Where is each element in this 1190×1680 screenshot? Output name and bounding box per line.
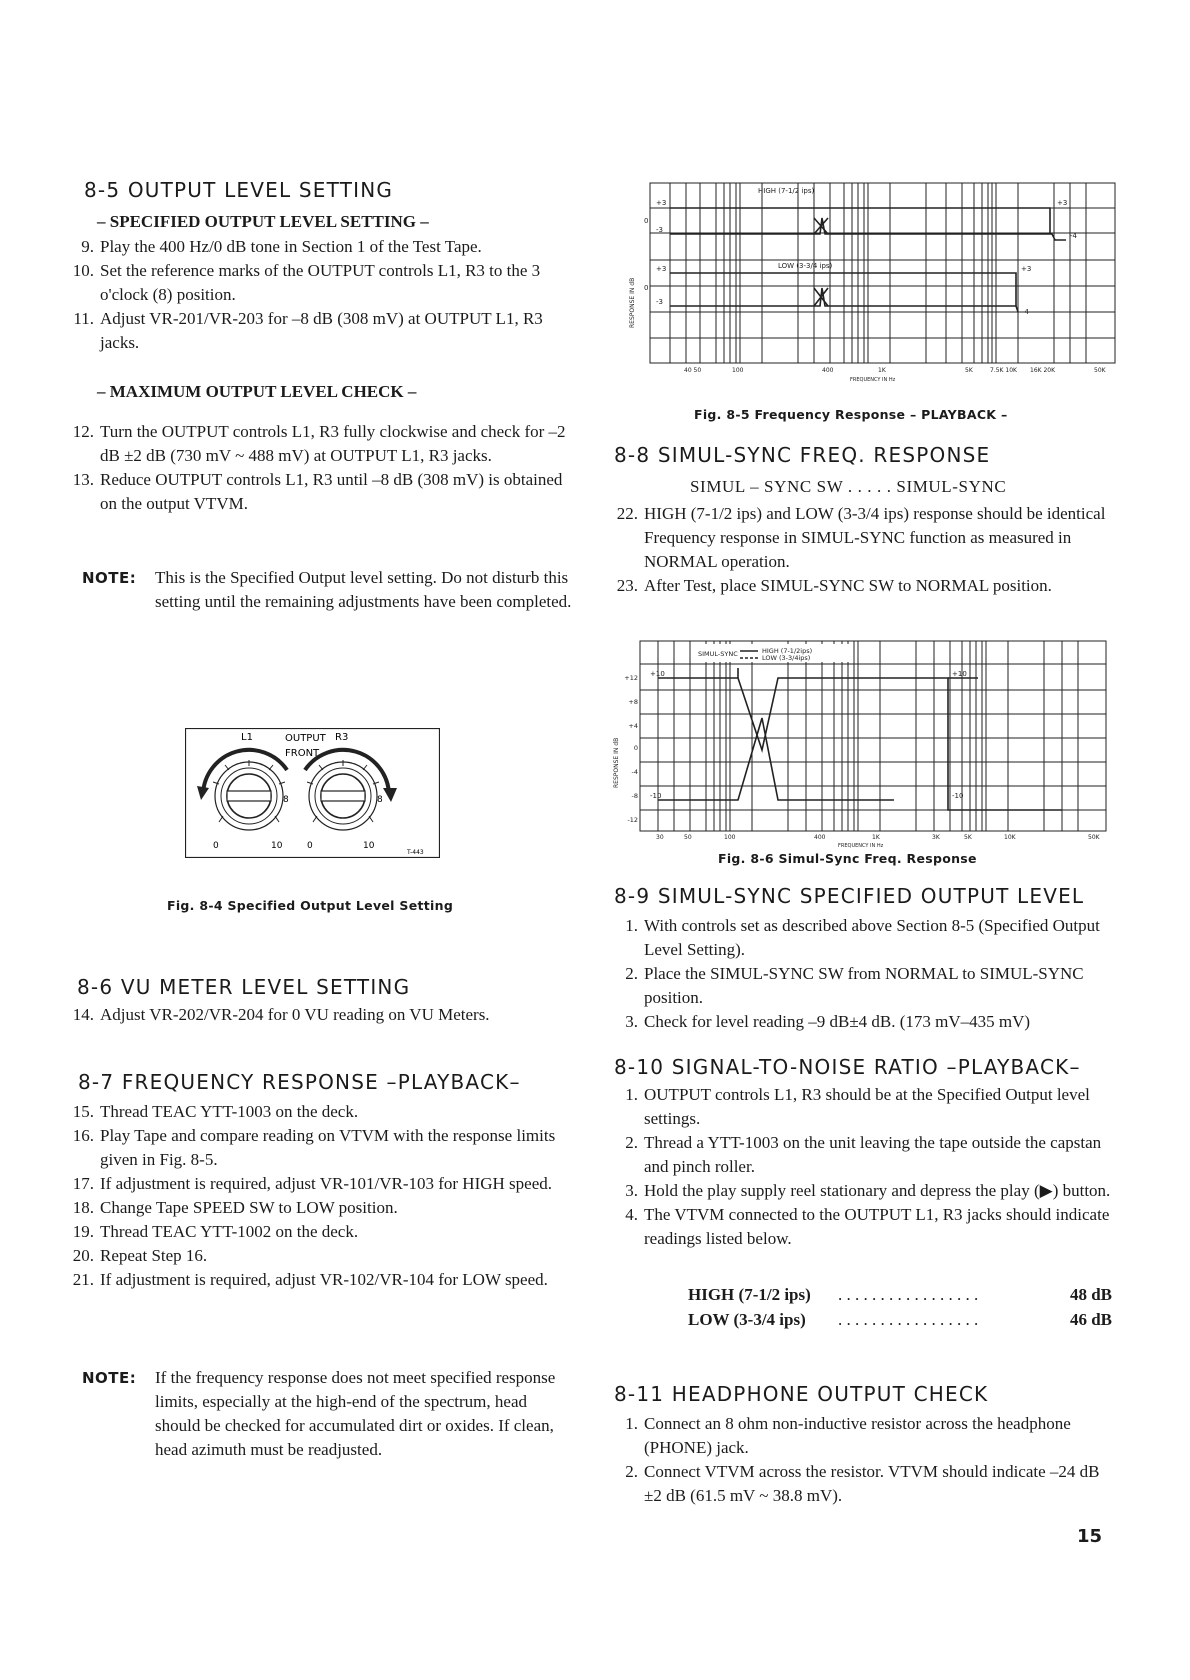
step-number: 3. [625, 1181, 638, 1200]
dial-label-front: FRONT [285, 748, 320, 759]
limit-low-minus4: -4 [1022, 308, 1029, 316]
x-tick: 50 [684, 834, 692, 841]
step-item [64, 307, 574, 355]
legend-title: SIMUL-SYNC [698, 650, 738, 658]
x-tick: 100 [724, 834, 736, 841]
step-item [64, 1172, 576, 1196]
steps-12-13 [64, 420, 574, 516]
step-item [608, 502, 1112, 574]
reading-row [688, 1310, 1112, 1335]
limit-plus10-right: +10 [952, 670, 967, 678]
step-number: 21. [72, 1270, 94, 1289]
snr-readings [688, 1285, 1112, 1335]
x-tick: 50K [1094, 367, 1106, 374]
step-text: OUTPUT controls L1, R3 should be at the Specified Output level settings. [644, 1085, 1090, 1128]
section-8-6-title: 8-6 VU METER LEVEL SETTING [77, 975, 411, 999]
step-text: If adjustment is required, adjust VR-101/VR-103 for HIGH speed. [100, 1174, 552, 1193]
step-text: With controls set as described above Section 8-5 (Specified Output Level Setting). [644, 916, 1100, 959]
y-tick: +4 [628, 722, 638, 730]
step-number: 2. [625, 1133, 638, 1152]
note-text: This is the Specified Output level setting. Do not disturb this setting until the remaining adjustments have been completed. [155, 568, 572, 611]
reading-leader: . . . . . . . . . . . . . . . . . [838, 1285, 979, 1304]
limit-low-plus3-right: +3 [1021, 265, 1032, 273]
steps-8-10 [608, 1083, 1112, 1251]
step-text: Reduce OUTPUT controls L1, R3 until –8 dB (308 mV) is obtained on the output VTVM. [100, 470, 563, 513]
step-number: 1. [625, 916, 638, 935]
zero-high: 0 [644, 217, 649, 225]
limit-minus10-right: -10 [952, 792, 964, 800]
sync-response-limits [658, 668, 1062, 810]
y-tick: +12 [624, 674, 638, 682]
step-item [64, 1003, 594, 1027]
step-item [64, 420, 574, 468]
limit-high-plus3: +3 [656, 199, 667, 207]
fig-8-6-simul-sync-response-chart [608, 638, 1113, 848]
specified-output-subheading: – SPECIFIED OUTPUT LEVEL SETTING – [97, 212, 429, 231]
step-item [608, 1083, 1112, 1131]
label-high: HIGH (7-1/2 ips) [758, 187, 815, 195]
section-8-9-title: 8-9 SIMUL-SYNC SPECIFIED OUTPUT LEVEL [614, 884, 1085, 908]
step-item [64, 259, 574, 307]
step-item [608, 1010, 1112, 1034]
step-number: 2. [625, 964, 638, 983]
step-text: Play Tape and compare reading on VTVM with the response limits given in Fig. 8-5. [100, 1126, 556, 1169]
figure-code: T-443 [407, 849, 424, 856]
reading-label: LOW (3-3/4 ips) [688, 1310, 806, 1329]
step-item [64, 235, 574, 259]
step-text: Turn the OUTPUT controls L1, R3 fully clockwise and check for –2 dB ±2 dB (730 mV ~ 488 mV) at OUTPUT L1, R3 jacks. [100, 422, 566, 465]
x-tick: 10K [1004, 834, 1016, 841]
steps-14 [64, 1003, 594, 1027]
limit-minus10-left: -10 [650, 792, 662, 800]
x-tick: 5K [964, 834, 972, 841]
y-tick: -4 [631, 768, 638, 776]
step-item [608, 962, 1112, 1010]
x-tick: 7.5K 10K [990, 367, 1017, 374]
dial-l1 [197, 750, 287, 830]
legend-high: HIGH (7-1/2ips) [762, 647, 813, 655]
x-axis-label: FREQUENCY IN Hz [838, 843, 884, 848]
step-number: 1. [625, 1085, 638, 1104]
step-number: 9. [81, 237, 94, 256]
reading-leader: . . . . . . . . . . . . . . . . . [838, 1310, 979, 1329]
chart-grid [640, 641, 1106, 831]
y-axis-label: RESPONSE IN dB [629, 277, 636, 328]
x-ticks [684, 367, 1107, 383]
section-8-10-title: 8-10 SIGNAL-TO-NOISE RATIO –PLAYBACK– [614, 1055, 1081, 1079]
limit-high-minus3: -3 [656, 226, 663, 234]
x-tick: 1K [878, 367, 886, 374]
step-number: 16. [72, 1126, 94, 1145]
dial-label-output: OUTPUT [285, 733, 326, 744]
x-tick: 1K [872, 834, 880, 841]
step-text: Thread TEAC YTT-1003 on the deck. [100, 1102, 359, 1121]
scale-0-right: 0 [307, 841, 313, 851]
label-low: LOW (3-3/4 ips) [778, 262, 833, 270]
step-number: 1. [625, 1414, 638, 1433]
steps-15-21 [64, 1100, 576, 1292]
y-axis-label: RESPONSE IN dB [613, 737, 620, 788]
step-item [608, 574, 1112, 598]
step-item [64, 468, 574, 516]
step-number: 19. [72, 1222, 94, 1241]
fig-8-6-caption: Fig. 8-6 Simul-Sync Freq. Response [718, 851, 977, 866]
step-text: Adjust VR-202/VR-204 for 0 VU reading on VU Meters. [100, 1005, 490, 1024]
switch-setting-line: SIMUL – SYNC SW . . . . . SIMUL-SYNC [690, 477, 1007, 496]
x-tick: 30 [656, 834, 664, 841]
step-item [608, 914, 1112, 962]
dial-label-r3: R3 [335, 732, 349, 743]
step-text: Place the SIMUL-SYNC SW from NORMAL to SIMUL-SYNC position. [644, 964, 1084, 1007]
step-number: 18. [72, 1198, 94, 1217]
scale-0-left: 0 [213, 841, 219, 851]
step-number: 20. [72, 1246, 94, 1265]
step-number: 12. [72, 422, 94, 441]
step-number: 22. [616, 504, 638, 523]
step-text: Connect VTVM across the resistor. VTVM should indicate –24 dB ±2 dB (61.5 mV ~ 38.8 mV). [644, 1462, 1100, 1505]
x-axis-label: FREQUENCY IN Hz [850, 377, 896, 383]
step-item [64, 1124, 576, 1172]
step-number: 15. [72, 1102, 94, 1121]
limit-high-minus4: -4 [1070, 232, 1077, 240]
max-output-subheading: – MAXIMUM OUTPUT LEVEL CHECK – [97, 382, 417, 401]
dial-r3 [305, 750, 397, 830]
page-number: 15 [1077, 1526, 1103, 1547]
step-number: 23. [616, 576, 638, 595]
reading-value: 46 dB [1069, 1310, 1112, 1329]
x-tick: 400 [822, 367, 834, 374]
reading-label: HIGH (7-1/2 ips) [688, 1285, 811, 1304]
step-number: 17. [72, 1174, 94, 1193]
y-tick: +8 [628, 698, 638, 706]
x-tick: 400 [814, 834, 826, 841]
step-text: HIGH (7-1/2 ips) and LOW (3-3/4 ips) response should be identical Frequency response in SIMUL-SYNC function as measured in NORMAL operation. [644, 504, 1106, 571]
x-tick: 40 50 [684, 367, 702, 374]
step-number: 13. [72, 470, 94, 489]
step-item [608, 1412, 1112, 1460]
section-8-8-title: 8-8 SIMUL-SYNC FREQ. RESPONSE [614, 443, 991, 467]
steps-9-11 [64, 235, 574, 355]
x-tick: 3K [932, 834, 940, 841]
step-item [64, 1220, 576, 1244]
step-text: Repeat Step 16. [100, 1246, 208, 1265]
step-item [608, 1203, 1112, 1251]
step-number: 11. [73, 309, 94, 328]
scale-10-right: 10 [363, 841, 375, 851]
y-tick: 0 [633, 744, 638, 752]
step-item [608, 1179, 1112, 1203]
fig-8-4-output-dials [185, 728, 440, 858]
step-text: Thread TEAC YTT-1002 on the deck. [100, 1222, 359, 1241]
step-item [64, 1244, 576, 1268]
x-tick: 100 [732, 367, 744, 374]
y-tick: -12 [627, 816, 638, 824]
step-item [64, 1100, 576, 1124]
step-text: Adjust VR-201/VR-203 for –8 dB (308 mV) at OUTPUT L1, R3 jacks. [100, 309, 543, 352]
reading-row [688, 1285, 1112, 1310]
steps-8-11 [608, 1412, 1112, 1508]
limit-low-plus3: +3 [656, 265, 667, 273]
steps-22-23 [608, 502, 1112, 598]
mark-8-left: 8 [283, 795, 289, 805]
y-ticks [624, 674, 638, 824]
note-8-5 [82, 566, 576, 614]
step-item [608, 1131, 1112, 1179]
step-text: Set the reference marks of the OUTPUT controls L1, R3 to the 3 o'clock (8) position. [100, 261, 541, 304]
y-tick: -8 [631, 792, 638, 800]
step-text: Connect an 8 ohm non-inductive resistor across the headphone (PHONE) jack. [644, 1414, 1071, 1457]
section-8-11-title: 8-11 HEADPHONE OUTPUT CHECK [614, 1382, 989, 1406]
section-8-5-title: 8-5 OUTPUT LEVEL SETTING [84, 178, 394, 202]
step-number: 3. [625, 1012, 638, 1031]
note-label: NOTE: [82, 569, 137, 587]
steps-8-9 [608, 914, 1112, 1034]
step-number: 4. [625, 1205, 638, 1224]
mark-8-right: 8 [377, 795, 383, 805]
limit-plus10-left: +10 [650, 670, 665, 678]
step-text: Check for level reading –9 dB±4 dB. (173 mV–435 mV) [644, 1012, 1031, 1031]
step-number: 14. [72, 1005, 94, 1024]
step-number: 10. [72, 261, 94, 280]
fig-8-5-caption: Fig. 8-5 Frequency Response – PLAYBACK – [694, 407, 1008, 422]
x-tick: 5K [965, 367, 973, 374]
step-text: Hold the play supply reel stationary and depress the play (▶) button. [644, 1181, 1111, 1200]
x-ticks [656, 834, 1101, 848]
step-item [64, 1268, 576, 1292]
zero-low: 0 [644, 284, 649, 292]
step-text: Change Tape SPEED SW to LOW position. [100, 1198, 398, 1217]
note-8-7 [82, 1366, 576, 1462]
legend-low: LOW (3-3/4ips) [762, 654, 811, 662]
section-8-7-title: 8-7 FREQUENCY RESPONSE –PLAYBACK– [78, 1070, 521, 1094]
step-text: If adjustment is required, adjust VR-102/VR-104 for LOW speed. [100, 1270, 548, 1289]
note-label: NOTE: [82, 1369, 137, 1387]
step-item [608, 1460, 1112, 1508]
step-number: 2. [625, 1462, 638, 1481]
step-text: Play the 400 Hz/0 dB tone in Section 1 of the Test Tape. [100, 237, 482, 256]
x-tick: 50K [1088, 834, 1100, 841]
fig-8-4-caption: Fig. 8-4 Specified Output Level Setting [167, 898, 454, 913]
reading-value: 48 dB [1069, 1285, 1112, 1304]
dial-label-l1: L1 [241, 732, 253, 743]
step-item [64, 1196, 576, 1220]
step-text: After Test, place SIMUL-SYNC SW to NORMAL position. [644, 576, 1052, 595]
limit-low-minus3: -3 [656, 298, 663, 306]
step-text: The VTVM connected to the OUTPUT L1, R3 jacks should indicate readings listed below. [644, 1205, 1110, 1248]
note-text: If the frequency response does not meet specified response limits, especially at the high-end of the spectrum, head should be checked for accumulated dirt or oxides. If clean, head azimuth must be readjusted. [155, 1368, 556, 1459]
limit-high-plus3-right: +3 [1057, 199, 1068, 207]
step-text: Thread a YTT-1003 on the unit leaving the tape outside the capstan and pinch roller. [644, 1133, 1102, 1176]
x-tick: 16K 20K [1030, 367, 1056, 374]
scale-10-left: 10 [271, 841, 283, 851]
fig-8-5-frequency-response-chart [620, 178, 1120, 388]
